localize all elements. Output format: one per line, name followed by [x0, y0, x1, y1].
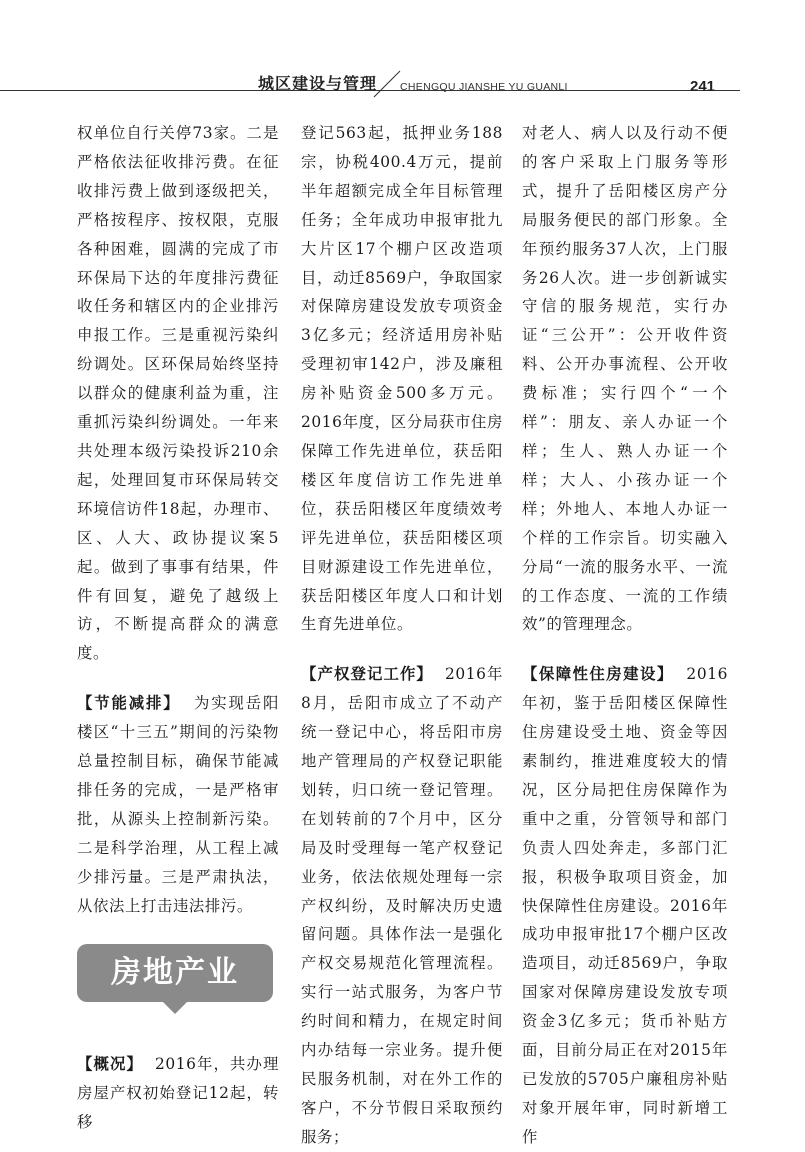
- keyword-heading: 【保障性住房建设】: [522, 665, 674, 684]
- page-number: 241: [690, 78, 716, 95]
- paragraph: 对老人、病人以及行动不便的客户采取上门服务等形式，提升了岳阳楼区房产分局服务便民的部门形象。全年预约服务37人次，上门服务26人次。进一步创新诚实守信的服务规范，实行办证“三公开”：公开收件资料、公开办事流程、公开收费标准；实行四个“一个样”：朋友、亲人办证一个样；生人、熟人办证一个样；大人、小孩办证一个样；外地人、本地人办证一个样的工作宗旨。切实融入分局“一流的服务水平、一流的工作态度、一流的工作绩效”的管理理念。: [522, 124, 728, 634]
- column-3: [522, 119, 728, 1152]
- paragraph: 权单位自行关停73家。二是严格依法征收排污费。在征收排污费上做到逐级把关，严格按程序、按权限，克服各种困难，圆满的完成了市环保局下达的年度排污费征收任务和辖区内的企业排污申报工作。三是重视污染纠纷调处。区环保局始终坚持以群众的健康利益为重，注重抓污染纠纷调处。一年来共处理本级污染投诉210余起，处理回复市环保局转交环境信访件18起，办理市、区、人大、政协提议案5起。做到了事事有结果，件件有回复，避免了越级上访，不断提高群众的满意度。: [77, 124, 279, 663]
- section-pinyin: CHENGQU JIANSHE YU GUANLI: [400, 81, 568, 93]
- paragraph-energy-saving: [77, 689, 279, 920]
- keyword-heading: 【产权登记工作】: [301, 665, 433, 684]
- paragraph: 登记563起，抵押业务188宗，协税400.4万元，提前半年超额完成全年目标管理任务；全年成功申报审批九大片区17个棚户区改造项目，动迁8569户，争取国家对保障房建设发放专项资金3亿多元；经济适用房补贴受理初审142户，涉及廉租房补贴资金500多万元。2016年度，区分局获市住房保障工作先进单位，获岳阳楼区年度信访工作先进单位，获岳阳楼区年度绩效考评先进单位，获岳阳楼区项目财源建设工作先进单位，获岳阳楼区年度人口和计划生育先进单位。: [301, 124, 503, 634]
- column-2: [301, 119, 503, 1152]
- badge-label: 房地产业: [111, 955, 239, 991]
- paragraph-overview: [77, 1050, 279, 1137]
- paragraph-body: 为实现岳阳楼区“十三五”期间的污染物总量控制目标，确保节能减排任务的完成，一是严格审批，从源头上控制新污染。二是科学治理，从工程上减少排污量。三是严肃执法，从依法上打击违法排污。: [77, 694, 279, 915]
- keyword-heading: 【节能减排】: [77, 694, 181, 713]
- column-1: [77, 119, 279, 1137]
- paragraph-property-registration: [301, 660, 503, 1151]
- paragraph-body: 2016年初，鉴于岳阳楼区保障性住房建设受土地、资金等因素制约，推进难度较大的情况，区分局把住房保障作为重中之重，分管领导和部门负责人四处奔走，多部门汇报，积极争取项目资金，加快保障性住房建设。2016年成功申报审批17个棚户区改造项目，动迁8569户，争取国家对保障房建设发放专项资金3亿多元；货币补贴方面，目前分局正在对2015年已发放的5705户廉租房补贴对象开展年审，同时新增工作: [522, 665, 728, 1146]
- section-badge-real-estate: [77, 944, 273, 1002]
- paragraph-body: 2016年8月，岳阳市成立了不动产统一登记中心，将岳阳市房地产管理局的产权登记职能划转，归口统一登记管理。在划转前的7个月中，区分局及时受理每一笔产权登记业务，依法依规处理每一宗产权纠纷，及时解决历史遗留问题。具体作法一是强化产权交易规范化管理流程。实行一站式服务，为客户节约时间和精力，在规定时间内办结每一宗业务。提升便民服务机制，对在外工作的客户，不分节假日采取预约服务；: [301, 665, 503, 1146]
- section-title: 城区建设与管理: [258, 74, 378, 93]
- keyword-heading: 【概况】: [77, 1055, 143, 1074]
- paragraph-affordable-housing: [522, 660, 728, 1151]
- paragraph-body: 2016年，共办理房屋产权初始登记12起，转移: [77, 1055, 279, 1132]
- header-slash-ornament: [372, 70, 402, 98]
